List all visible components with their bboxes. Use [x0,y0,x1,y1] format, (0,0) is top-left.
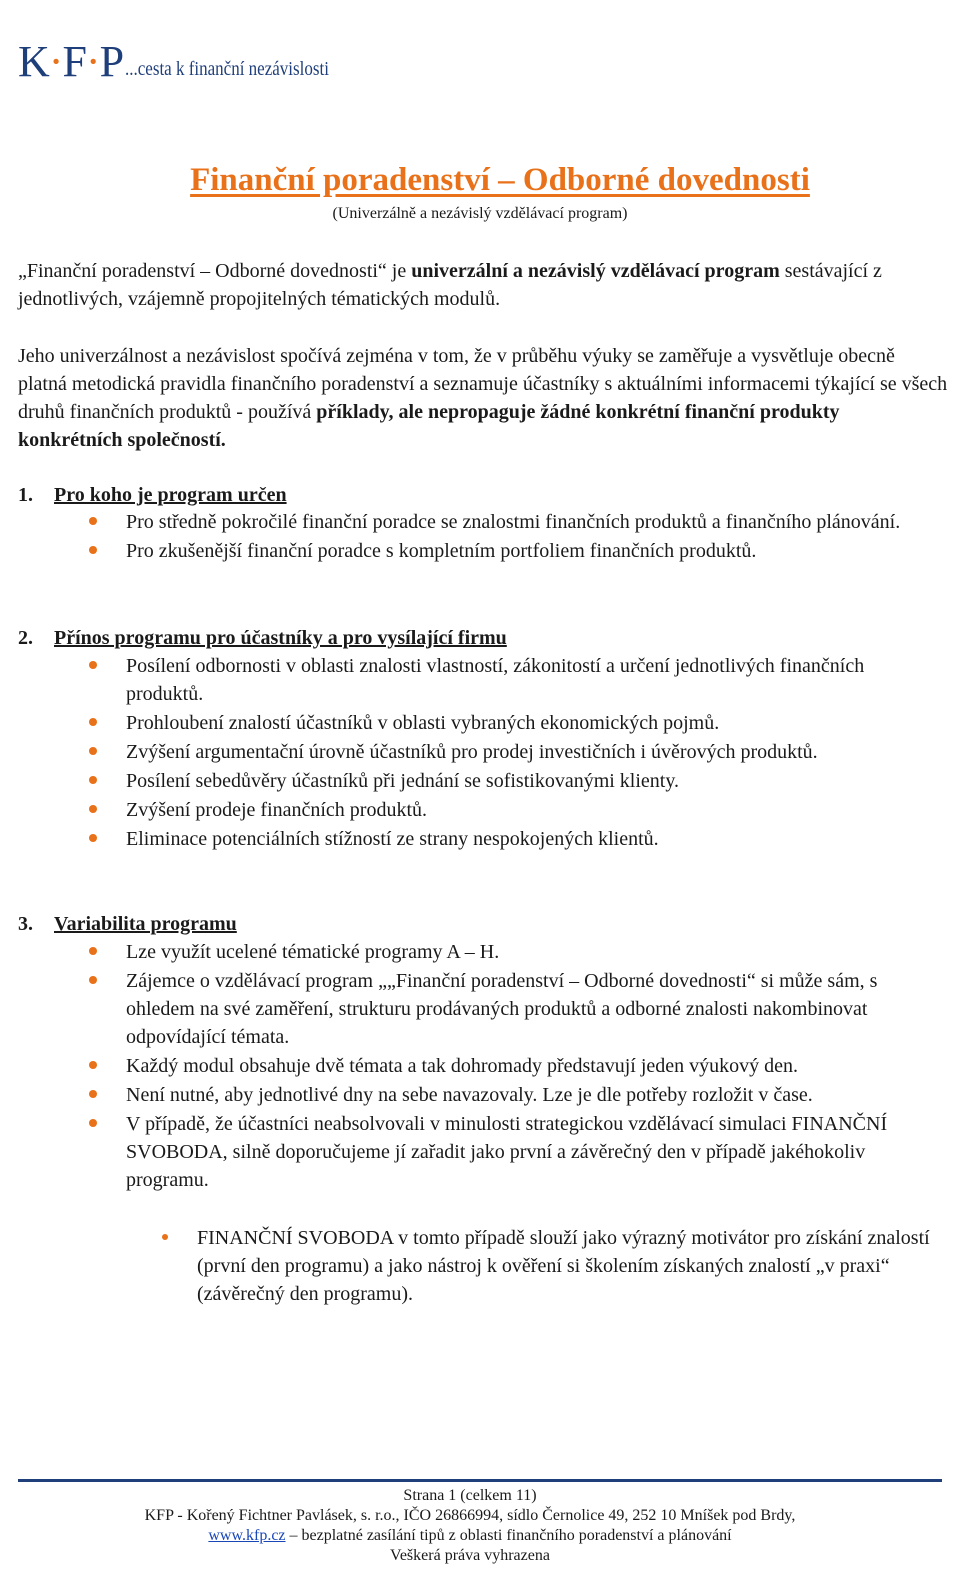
section-heading-3: 3. Variabilita programu [18,913,237,935]
list-item: Posílení odbornosti v oblasti znalosti vlastností, zákonitostí a určení jednotlivých finančních produktů. [0,652,960,708]
bullet-icon [89,947,97,955]
sub-list-item: FINANČNÍ SVOBODA v tomto případě slouží jako výrazný motivátor pro získání znalostí (první den programu) a jako nástroj k ověření si školením získaných znalostí „v praxi“ (závěrečný den programu). [0,1224,960,1308]
intro-paragraph-2: Jeho univerzálnost a nezávislost spočívá zejména v tom, že v průběhu výuky se zaměřuje a vysvětluje obecně platná metodická pravidla finančního poradenství a seznamuje účastníky s aktuálními informacemi týkající se všech druhů finančních produktů - používá příklady, ale nepropaguje žádné konkrétní finanční produkty konkrétních společností. [18,345,948,451]
page-number: Strana 1 (celkem 11) [403,1487,537,1504]
bullet-icon [162,1234,168,1240]
list-item: Není nutné, aby jednotlivé dny na sebe navazovaly. Lze je dle potřeby rozložit v čase. [0,1081,960,1109]
list-item: Lze využít ucelené tématické programy A – H. [0,938,960,966]
list-item: Pro zkušenější finanční poradce s kompletním portfoliem finančních produktů. [0,537,960,565]
list-item: Pro středně pokročilé finanční poradce se znalostmi finančních produktů a finančního plánování. [0,508,960,536]
bullet-icon [89,1090,97,1098]
page-subtitle: (Univerzálně a nezávislý vzdělávací program) [332,205,628,222]
list-item: V případě, že účastníci neabsolvovali v minulosti strategickou vzdělávací simulaci FINANČNÍ SVOBODA, silně doporučujeme jí zařadit jako první a závěrečný den v případě jakéhokoliv programu. [0,1110,960,1194]
section-1-list [0,508,960,566]
bullet-icon [89,776,97,784]
bullet-icon [89,805,97,813]
list-item: Eliminace potenciálních stížností ze strany nespokojených klientů. [0,825,960,853]
footer-divider [18,1479,942,1482]
bullet-icon [89,1119,97,1127]
page-footer [0,1486,940,1566]
list-item: Zvýšení argumentační úrovně účastníků pro prodej investičních i úvěrových produktů. [0,738,960,766]
intro-paragraph-1: „Finanční poradenství – Odborné dovednosti“ je univerzální a nezávislý vzdělávací program sestávající z jednotlivých, vzájemně propojitelných tématických modulů. [18,260,882,310]
bullet-icon [89,834,97,842]
bullet-icon [89,517,97,525]
page-title: Finanční poradenství – Odborné dovednosti [190,162,810,198]
list-item: Zájemce o vzdělávací program „„Finanční poradenství – Odborné dovednosti“ si může sám, s ohledem na své zaměření, strukturu prodávaných produktů a odborné znalosti nakombinovat odpovídající témata. [0,967,960,1051]
bullet-icon [89,718,97,726]
bullet-icon [89,1061,97,1069]
section-2-list [0,652,960,854]
footer-link-line: www.kfp.cz – bezplatné zasílání tipů z oblasti finančního poradenství a plánování [208,1527,732,1544]
bullet-icon [89,976,97,984]
website-link[interactable]: www.kfp.cz [208,1527,286,1544]
section-heading-2: 2. Přínos programu pro účastníky a pro vysílající firmu [18,627,507,649]
list-item: Zvýšení prodeje finančních produktů. [0,796,960,824]
list-item: Posílení sebedůvěry účastníků při jednání se sofistikovanými klienty. [0,767,960,795]
logo-mark: K·F·P [18,37,124,86]
company-info: KFP - Kořený Fichtner Pavlásek, s. r.o., IČO 26866994, sídlo Černolice 49, 252 10 Mníšek pod Brdy, [144,1507,796,1524]
bullet-icon [89,546,97,554]
kfp-logo [18,24,365,84]
list-item: Každý modul obsahuje dvě témata a tak dohromady představují jeden výukový den. [0,1052,960,1080]
section-heading-1: 1. Pro koho je program určen [18,484,287,506]
bullet-icon [89,747,97,755]
section-3-list [0,938,960,1195]
bullet-icon [89,661,97,669]
section-3-sublist [0,1224,960,1308]
logo-tagline: ...cesta k finanční nezávislosti [125,58,329,80]
list-item: Prohloubení znalostí účastníků v oblasti vybraných ekonomických pojmů. [0,709,960,737]
rights-reserved: Veškerá práva vyhrazena [390,1547,550,1564]
